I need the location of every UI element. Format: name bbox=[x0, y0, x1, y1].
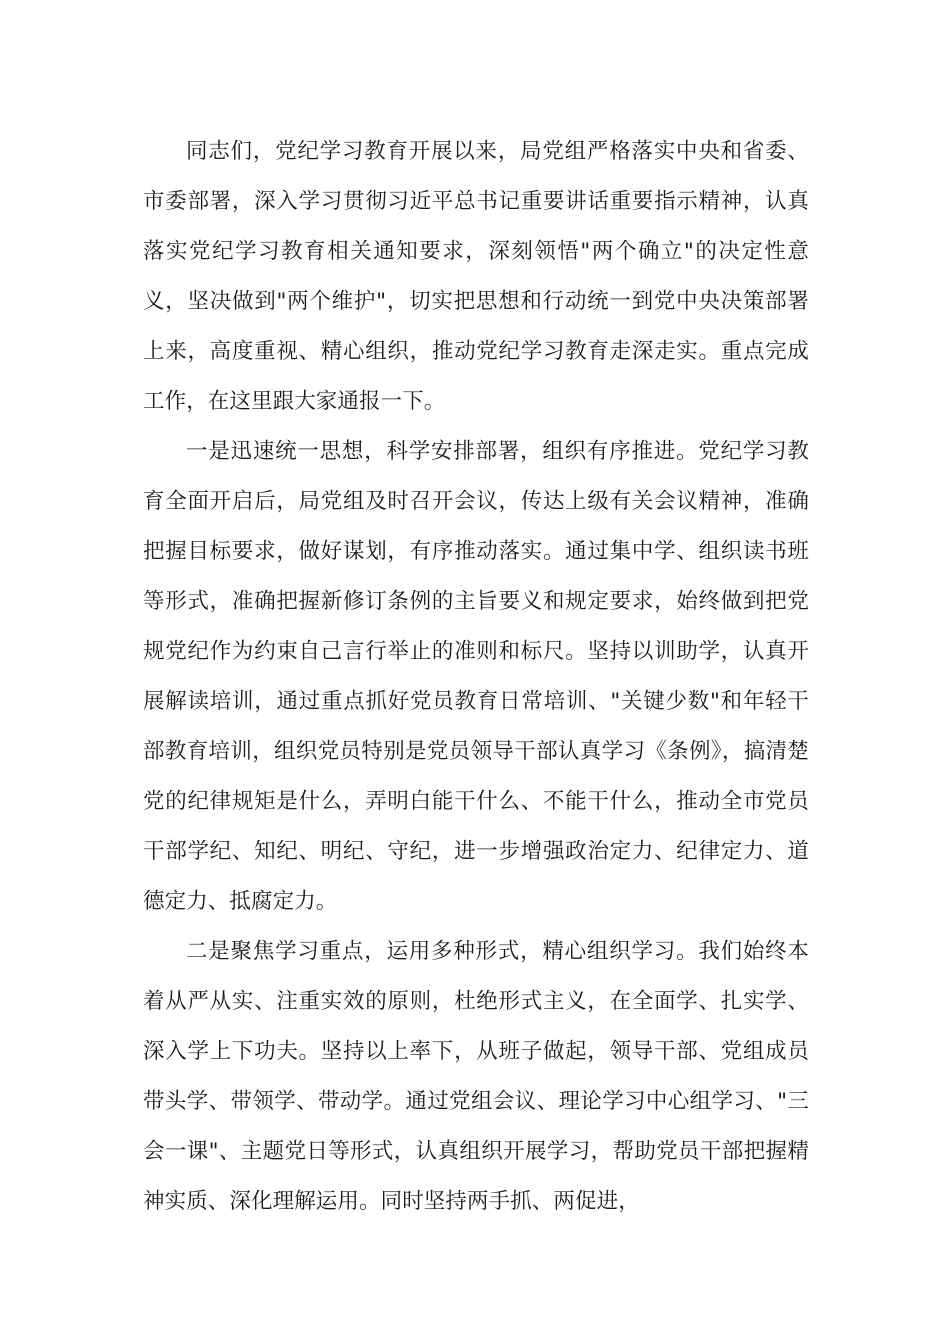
paragraph-opening: 同志们，党纪学习教育开展以来，局党组严格落实中央和省委、市委部署，深入学习贯彻习近平总书记重要讲话重要指示精神，认真落实党纪学习教育相关通知要求，深刻领悟"两个确立"的决定性意义，坚决做到"两个维护"，切实把思想和行动统一到党中央决策部署上来，高度重视、精心组织，推动党纪学习教育走深走实。重点完成工作，在这里跟大家通报一下。 bbox=[143, 139, 809, 414]
document-body bbox=[143, 127, 809, 1227]
paragraph-point-two: 二是聚焦学习重点，运用多种形式，精心组织学习。我们始终本着从严从实、注重实效的原则，杜绝形式主义，在全面学、扎实学、深入学上下功夫。坚持以上率下，从班子做起，领导干部、党组成员带头学、带领学、带动学。通过党组会议、理论学习中心组学习、"三会一课"、主题党日等形式，认真组织开展学习，帮助党员干部把握精神实质、深化理解运用。同时坚持两手抓、两促进， bbox=[143, 939, 809, 1214]
paragraph-point-one: 一是迅速统一思想，科学安排部署，组织有序推进。党纪学习教育全面开启后，局党组及时召开会议，传达上级有关会议精神，准确把握目标要求，做好谋划，有序推动落实。通过集中学、组织读书班等形式，准确把握新修订条例的主旨要义和规定要求，始终做到把党规党纪作为约束自己言行举止的准则和标尺。坚持以训助学，认真开展解读培训，通过重点抓好党员教育日常培训、"关键少数"和年轻干部教育培训，组织党员特别是党员领导干部认真学习《条例》，搞清楚党的纪律规矩是什么，弄明白能干什么、不能干什么，推动全市党员干部学纪、知纪、明纪、守纪，进一步增强政治定力、纪律定力、道德定力、抵腐定力。 bbox=[143, 439, 809, 914]
